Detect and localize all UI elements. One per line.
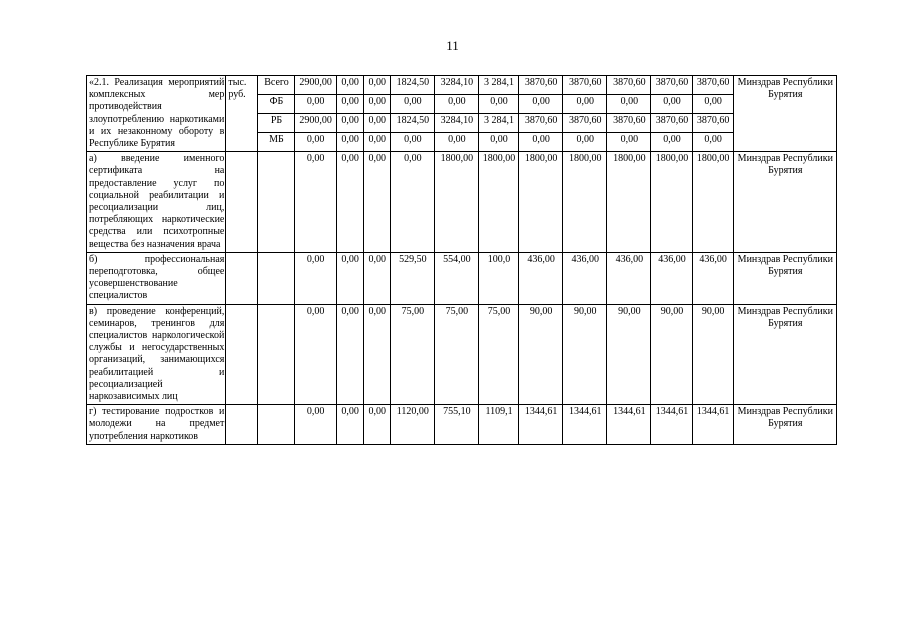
- funding-source: ФБ: [258, 95, 294, 114]
- value-cell: 0,00: [294, 152, 336, 253]
- value-cell: 0,00: [390, 133, 434, 152]
- value-cell: 3284,10: [434, 76, 478, 95]
- value-cell: 1800,00: [478, 152, 518, 253]
- value-cell: 0,00: [692, 95, 733, 114]
- value-cell: 75,00: [478, 304, 518, 405]
- value-cell: 0,00: [363, 114, 390, 133]
- value-cell: 3870,60: [607, 76, 651, 95]
- value-cell: 436,00: [692, 252, 733, 304]
- value-cell: 1120,00: [390, 405, 434, 445]
- responsible-cell: Минздрав Республики Бурятия: [733, 152, 836, 253]
- value-cell: 1800,00: [692, 152, 733, 253]
- value-cell: 0,00: [336, 405, 363, 445]
- sub-row-description: б) профессиональная переподготовка, общее усовершенствование специалистов: [87, 252, 226, 304]
- value-cell: 1824,50: [390, 114, 434, 133]
- value-cell: 0,00: [336, 76, 363, 95]
- sub-row-a: [87, 152, 837, 253]
- unit-cell: [226, 252, 258, 304]
- value-cell: 1344,61: [651, 405, 692, 445]
- value-cell: 0,00: [294, 133, 336, 152]
- unit-cell: [226, 304, 258, 405]
- funding-source: [258, 252, 294, 304]
- value-cell: 0,00: [519, 95, 563, 114]
- value-cell: 0,00: [363, 252, 390, 304]
- value-cell: 3284,10: [434, 114, 478, 133]
- value-cell: 529,50: [390, 252, 434, 304]
- sub-row-d: [87, 405, 837, 445]
- funding-source: МБ: [258, 133, 294, 152]
- responsible-cell: Минздрав Республики Бурятия: [733, 252, 836, 304]
- sub-row-description: г) тестирование подростков и молодежи на предмет употребления наркотиков: [87, 405, 226, 445]
- funding-source: РБ: [258, 114, 294, 133]
- value-cell: 90,00: [519, 304, 563, 405]
- value-cell: 3870,60: [651, 114, 692, 133]
- value-cell: 1109,1: [478, 405, 518, 445]
- value-cell: 3870,60: [519, 114, 563, 133]
- funding-source: [258, 304, 294, 405]
- value-cell: 75,00: [434, 304, 478, 405]
- unit-cell: тыс. руб.: [226, 76, 258, 152]
- value-cell: 0,00: [294, 405, 336, 445]
- value-cell: 0,00: [363, 133, 390, 152]
- value-cell: 3870,60: [563, 114, 607, 133]
- value-cell: 1800,00: [434, 152, 478, 253]
- value-cell: 436,00: [607, 252, 651, 304]
- value-cell: 0,00: [363, 304, 390, 405]
- funding-source: Всего: [258, 76, 294, 95]
- value-cell: 1800,00: [563, 152, 607, 253]
- value-cell: 3870,60: [519, 76, 563, 95]
- value-cell: 3870,60: [651, 76, 692, 95]
- value-cell: 0,00: [336, 152, 363, 253]
- main-row-description: «2.1. Реализация мероприятий комплексных мер противодействия злоупотреблению наркотиками и их незаконному обороту в Республике Бурятия: [87, 76, 226, 152]
- value-cell: 0,00: [336, 133, 363, 152]
- value-cell: 0,00: [336, 114, 363, 133]
- value-cell: 0,00: [607, 95, 651, 114]
- value-cell: 0,00: [651, 95, 692, 114]
- value-cell: 0,00: [607, 133, 651, 152]
- value-cell: 0,00: [390, 152, 434, 253]
- value-cell: 3870,60: [692, 76, 733, 95]
- sub-row-b: [87, 252, 837, 304]
- value-cell: 0,00: [478, 133, 518, 152]
- value-cell: 1344,61: [519, 405, 563, 445]
- value-cell: 3870,60: [563, 76, 607, 95]
- value-cell: 90,00: [563, 304, 607, 405]
- value-cell: 0,00: [478, 95, 518, 114]
- value-cell: 1344,61: [692, 405, 733, 445]
- value-cell: 0,00: [363, 405, 390, 445]
- value-cell: 0,00: [563, 95, 607, 114]
- value-cell: 0,00: [336, 95, 363, 114]
- value-cell: 755,10: [434, 405, 478, 445]
- value-cell: 0,00: [519, 133, 563, 152]
- responsible-cell: Минздрав Республики Бурятия: [733, 405, 836, 445]
- value-cell: 0,00: [336, 252, 363, 304]
- value-cell: 1800,00: [519, 152, 563, 253]
- value-cell: 3 284,1: [478, 114, 518, 133]
- main-row-total: [87, 76, 837, 95]
- value-cell: 0,00: [336, 304, 363, 405]
- value-cell: 90,00: [607, 304, 651, 405]
- value-cell: 436,00: [651, 252, 692, 304]
- value-cell: 1344,61: [563, 405, 607, 445]
- value-cell: 0,00: [294, 95, 336, 114]
- value-cell: 0,00: [434, 95, 478, 114]
- value-cell: 3870,60: [607, 114, 651, 133]
- value-cell: 3 284,1: [478, 76, 518, 95]
- value-cell: 2900,00: [294, 76, 336, 95]
- value-cell: 554,00: [434, 252, 478, 304]
- value-cell: 0,00: [363, 95, 390, 114]
- sub-row-c: [87, 304, 837, 405]
- value-cell: 0,00: [294, 252, 336, 304]
- value-cell: 0,00: [692, 133, 733, 152]
- value-cell: 1824,50: [390, 76, 434, 95]
- value-cell: 0,00: [434, 133, 478, 152]
- value-cell: 0,00: [294, 304, 336, 405]
- value-cell: 436,00: [519, 252, 563, 304]
- unit-cell: [226, 152, 258, 253]
- value-cell: 1800,00: [651, 152, 692, 253]
- value-cell: 0,00: [363, 76, 390, 95]
- funding-source: [258, 152, 294, 253]
- funding-source: [258, 405, 294, 445]
- sub-row-description: а) введение именного сертификата на предоставление услуг по социальной реабилитации и ресоциализации лиц, потребляющих наркотические средства или психотропные вещества без назначения врача: [87, 152, 226, 253]
- value-cell: 90,00: [692, 304, 733, 405]
- value-cell: 3870,60: [692, 114, 733, 133]
- program-funding-table: [86, 75, 837, 445]
- value-cell: 1344,61: [607, 405, 651, 445]
- value-cell: 100,0: [478, 252, 518, 304]
- page-number: 11: [446, 38, 459, 53]
- value-cell: 90,00: [651, 304, 692, 405]
- value-cell: 75,00: [390, 304, 434, 405]
- value-cell: 0,00: [390, 95, 434, 114]
- value-cell: 0,00: [651, 133, 692, 152]
- value-cell: 2900,00: [294, 114, 336, 133]
- value-cell: 1800,00: [607, 152, 651, 253]
- responsible-cell: Минздрав Республики Бурятия: [733, 304, 836, 405]
- value-cell: 436,00: [563, 252, 607, 304]
- value-cell: 0,00: [363, 152, 390, 253]
- sub-row-description: в) проведение конференций, семинаров, тренингов для специалистов наркологической службы и негосударственных организаций, занимающихся реабилитацией и ресоциализацией наркозависимых лиц: [87, 304, 226, 405]
- value-cell: 0,00: [563, 133, 607, 152]
- responsible-cell: Минздрав Республики Бурятия: [733, 76, 836, 152]
- unit-cell: [226, 405, 258, 445]
